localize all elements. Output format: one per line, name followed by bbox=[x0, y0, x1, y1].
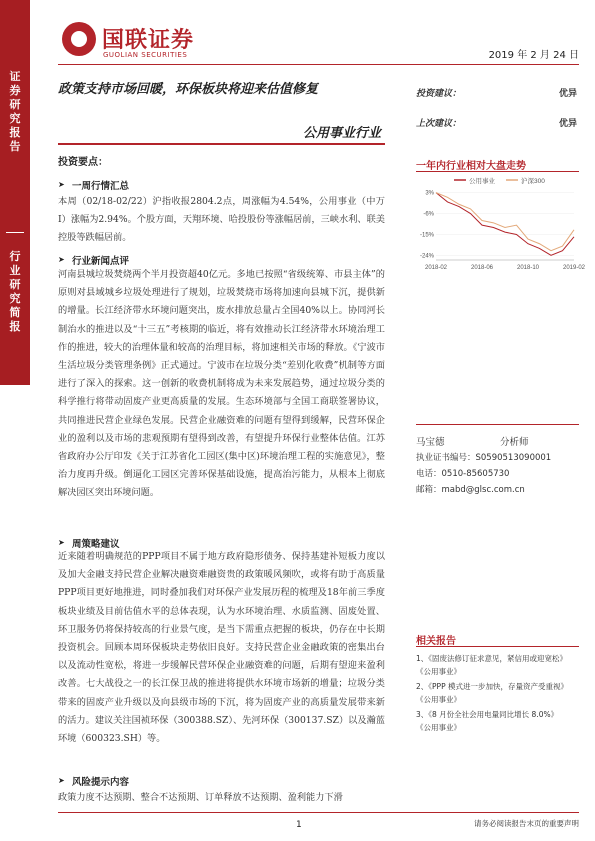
related-report-link[interactable]: 1、《固废法修订征求意见，紧信用或迎宽松》 bbox=[416, 654, 568, 663]
chart-title: 一年内行业相对大盘走势 bbox=[416, 161, 526, 172]
sidebar-bottom-text: 行 业 研 究 简 报 bbox=[9, 250, 21, 333]
series-line bbox=[436, 193, 574, 251]
report-title: 政策支持市场回暖，环保板块将迎来估值修复 bbox=[58, 82, 319, 97]
section-strategy-body: 近来随着明确规范的PPP项目不属于地方政府隐形债务、保持基建补短板力度以及加大金融支持民营企业解决融资难融资贵的政策暖风频吹，或将有助于高质量PPP项目更好地推进，同时叠加我们对环保产业发展历程的梳理及18年前三季度板块业绩及目前估值水平的总体表现，认为水环境治理、水质监测、固废处置、环卫服务仍将保持较高的行业景气度，是当下需重点把握的板块，仍存在中长期投资机会。回顾本周环保板块走势依旧良好。支持民营企业金融政策的密集出台以及流动性宽松，将进一步缓解民营环保企业融资难的问题，后期有望迎来盈利改善。七大战役之一的长江保卫战的推进将提供水环境市场新的增量；垃圾分类带来的固废产业升级以及向县级市场的下沉，将为固废产业的高质量发展带来新的活力。建议关注国祯环保（300388.SZ）、先河环保（300137.SZ）以及瀚蓝环境（600323.SH）等。 bbox=[58, 551, 385, 745]
related-rule bbox=[416, 646, 579, 647]
y-tick-label: -24% bbox=[419, 253, 434, 260]
x-tick-label: 2018-10 bbox=[516, 265, 540, 271]
sidebar-bottom-label bbox=[0, 250, 30, 334]
legend-label: 公用事业 bbox=[469, 178, 495, 185]
series-line bbox=[436, 193, 574, 256]
footer-disclaimer: 请务必阅读报告末页的重要声明 bbox=[474, 819, 579, 828]
chart-title-rule bbox=[416, 171, 579, 172]
section-weekly-body: 本周（02/18-02/22）沪指收报2804.2点，周涨幅为4.54%，公用事业（中万Ⅰ）涨幅为2.94%。个股方面，天翔环境、哈投股份等涨幅居前，三峡水利、联美控股等跌幅居前。 bbox=[58, 196, 385, 244]
related-report-item[interactable] bbox=[416, 708, 586, 734]
y-tick-label: 3% bbox=[425, 190, 434, 197]
related-report-source: 《公用事业》 bbox=[416, 723, 461, 732]
related-reports-title: 相关报告 bbox=[416, 636, 456, 647]
analyst-role: 分析师 bbox=[500, 437, 529, 448]
section-risk-title: 风险提示内容 bbox=[72, 777, 130, 788]
bullet-arrow-icon: ➤ bbox=[58, 180, 65, 189]
related-report-item[interactable] bbox=[416, 680, 586, 706]
related-report-source: 《公用事业》 bbox=[416, 695, 461, 704]
section-risk-body: 政策力度不达预期、整合不达预期、订单释放不达预期、盈利能力下滑 bbox=[58, 792, 343, 803]
section-strategy-title: 周策略建议 bbox=[72, 539, 120, 550]
related-report-link[interactable]: 2、《PPP 模式进一步加快，存量资产受重视》 bbox=[416, 682, 568, 691]
analyst-phone: 电话：0510-85605730 bbox=[416, 469, 510, 479]
x-tick-label: 2018-06 bbox=[470, 265, 494, 271]
y-tick-label: -15% bbox=[419, 232, 434, 239]
prev-rating-label: 上次建议： bbox=[416, 119, 462, 129]
brand-logo-icon bbox=[62, 22, 96, 56]
invest-rating-value: 优异 bbox=[558, 89, 577, 99]
related-report-source: 《公用事业》 bbox=[416, 667, 461, 676]
header-rule bbox=[58, 64, 579, 65]
invest-rating-label: 投资建议： bbox=[416, 89, 462, 99]
footer-rule bbox=[58, 812, 579, 813]
analyst-email: 邮箱：mabd@glsc.com.cn bbox=[416, 485, 525, 495]
legend-label: 沪深300 bbox=[521, 178, 545, 185]
prev-rating-value: 优异 bbox=[558, 119, 577, 129]
analyst-name: 马宝德 bbox=[416, 437, 445, 448]
analyst-cert: 执业证书编号：S0590513090001 bbox=[416, 453, 552, 463]
industry-name: 公用事业行业 bbox=[302, 126, 381, 141]
related-report-link[interactable]: 3、《8 月份全社会用电量同比增长 8.0%》 bbox=[416, 710, 559, 719]
title-rule bbox=[58, 143, 385, 145]
bullet-arrow-icon: ➤ bbox=[58, 255, 65, 264]
report-date: 2019 年 2 月 24 日 bbox=[488, 50, 579, 61]
section-weekly-title: 一周行情汇总 bbox=[72, 181, 130, 192]
section-news-title: 行业新闻点评 bbox=[72, 256, 130, 267]
sidebar-divider bbox=[6, 232, 24, 233]
x-tick-label: 2018-02 bbox=[424, 265, 448, 271]
related-report-item[interactable] bbox=[416, 652, 586, 678]
analyst-rule bbox=[416, 424, 579, 425]
highlights-heading: 投资要点： bbox=[58, 157, 108, 168]
brand-name-en: GUOLIAN SECURITIES bbox=[103, 51, 188, 59]
left-sidebar bbox=[0, 0, 30, 385]
brand-name: 国联证券 bbox=[102, 28, 195, 53]
sidebar-top-label bbox=[0, 70, 30, 154]
sidebar-top-text: 证 券 研 究 报 告 bbox=[9, 70, 21, 153]
section-news-body: 河南县城垃圾焚烧两个半月投资超40亿元。多地已按照“省级统筹、市县主体”的原则对县域城乡垃圾处理进行了规划，垃圾焚烧市场将加速向县城下沉，提供新的增量。长江经济带水环境问题突出，废水排放总量占全国40%以上。协同河长制治水的推进以及“十三五”考核期的临近，将有效推动长江经济带水环境治理工作的推进，较大的治理体量和较高的治理目标，将加速相关市场的释放。《宁波市生活垃圾分类管理条例》正式通过。宁波市在垃圾分类“差别化收费”机制等方面进行了深入的探索。这一创新的收费机制将成为未来发展趋势，通过垃圾分类的科学推行将带动固废产业更高质量的发展。生态环境部与全国工商联签署协议，共同推进民营企业绿色发展。民营企业融资难的问题有望得到缓解，民营环保企业的盈利以及市场的悲观预期有望得到改善，有望提升环保行业整体估值。江苏省政府办公厅印发《关于江苏省化工园区(集中区)环境治理工程的实施意见》，整治力度再升级。倒逼化工园区完善环保基础设施，提高治污能力，从根本上彻底解决园区突出环境问题。 bbox=[58, 269, 385, 499]
relative-performance-chart bbox=[414, 174, 586, 274]
y-tick-label: -6% bbox=[423, 211, 434, 218]
bullet-arrow-icon: ➤ bbox=[58, 538, 65, 547]
bullet-arrow-icon: ➤ bbox=[58, 776, 65, 785]
x-tick-label: 2019-02 bbox=[562, 265, 586, 271]
page-number: 1 bbox=[296, 820, 302, 830]
